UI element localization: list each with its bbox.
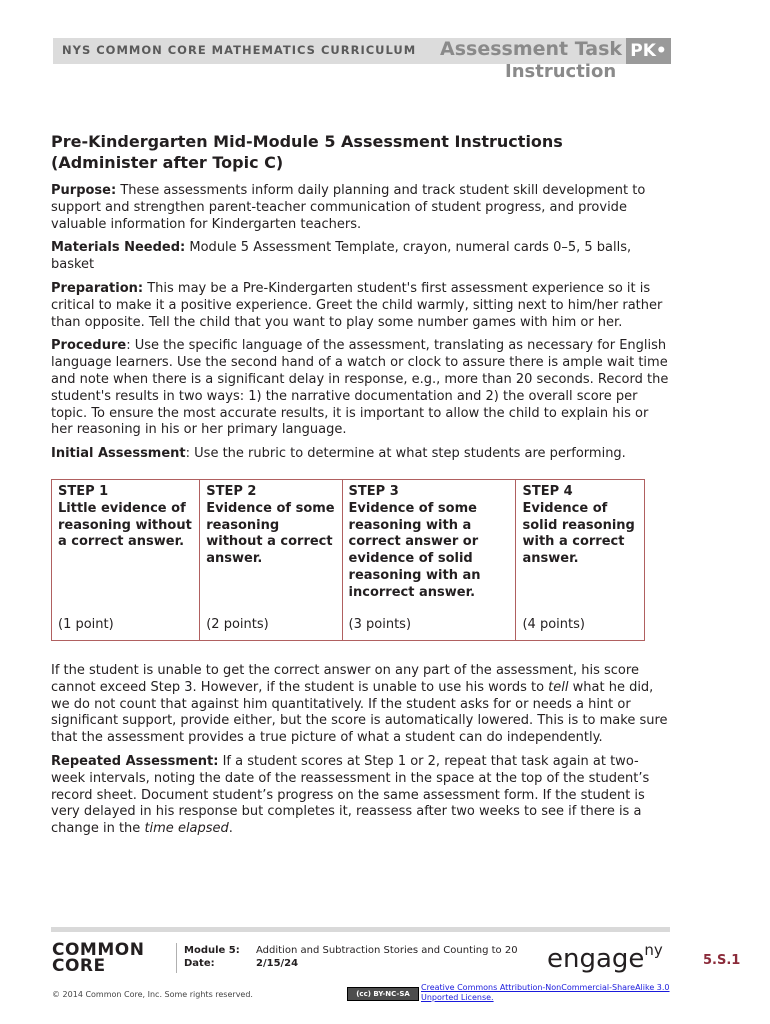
document-body [51,131,671,845]
purpose-paragraph [51,183,671,233]
engage-ny-logo [547,941,663,974]
step-2-points: (2 points) [206,617,269,633]
module-label: Module 5: [184,945,240,956]
step-4-title: STEP 4 [522,483,573,499]
procedure-text: : Use the specific language of the assessment, translating as necessary for English language learners. Use the second hand of a watch or clock to assure there is ample wait time and note when there is a significant delay in response, e.g., more than 20 seconds. Record the student's results in two ways: 1) the narrative documentation and 2) the overall score per topic. To ensure the most accurate results, it is important to allow the child to explain his or her reasoning in his or her primary language. [51,338,669,438]
step-4-points: (4 points) [522,617,585,633]
copyright-text: © 2014 Common Core, Inc. Some rights reserved. [52,990,253,999]
step-1-description: Little evidence of reasoning without a correct answer. [58,500,192,550]
scoring-note-paragraph [51,663,671,747]
repeated-assessment-paragraph [51,754,671,838]
rubric-cell-step-1 [52,479,200,640]
step-2-title: STEP 2 [206,483,257,499]
step-4-description: Evidence of solid reasoning with a correct answer. [522,500,635,567]
curriculum-label: NYS COMMON CORE MATHEMATICS CURRICULUM [62,43,417,57]
materials-paragraph [51,240,671,274]
rubric-table [51,479,645,641]
repeated-end: . [228,821,233,837]
initial-assessment-paragraph [51,446,671,463]
logo-line-1: COMMON [52,940,145,960]
repeated-label: Repeated Assessment: [51,753,219,769]
module-meta [184,944,518,970]
footer-divider [176,943,177,973]
scoring-note-text-1: If the student is unable to get the correct answer on any part of the assessment, his score cannot exceed Step 3. However, if the student is unable to use his words to [51,662,639,695]
rubric-cell-step-3 [342,479,516,640]
logo-line-2: CORE [52,956,106,976]
title-line-2: (Administer after Topic C) [51,153,284,172]
step-3-description: Evidence of some reasoning with a correct answer or evidence of solid reasoning with an incorrect answer. [348,500,481,600]
grade-badge: PK• [626,38,671,64]
engage-text: engage [547,944,645,974]
common-core-logo [52,942,144,974]
rubric-cell-step-4 [516,479,645,640]
preparation-text: This may be a Pre-Kindergarten student's first assessment experience so it is critical to make it a positive experience. Greet the child warmly, sitting next to him/her rather than opposite. Tell the child that you want to play some number games with him or her. [51,280,663,330]
initial-label: Initial Assessment [51,446,186,462]
preparation-label: Preparation: [51,280,144,296]
materials-label: Materials Needed: [51,240,186,256]
initial-text: : Use the rubric to determine at what step students are performing. [185,446,626,462]
page-title [51,131,671,173]
repeated-text: If a student scores at Step 1 or 2, repeat that task again at two-week intervals, noting the date of the reassessment in the space at the top of the student’s record sheet. Document student’s progress on the same assessment form. If the student is very delayed in his response but completes it, reassess after two weeks to see if there is a change in the [51,753,650,837]
step-1-points: (1 point) [58,617,114,633]
procedure-paragraph [51,338,671,439]
step-1-title: STEP 1 [58,483,109,499]
engage-sup: ny [644,941,663,959]
module-row [184,944,518,957]
rubric-row [52,479,645,640]
date-label: Date: [184,958,215,969]
procedure-label: Procedure [51,338,127,354]
preparation-paragraph [51,281,671,331]
repeated-italic: time elapsed [144,821,229,837]
footer-bar [51,927,670,932]
step-3-points: (3 points) [348,617,412,633]
scoring-note-italic: tell [548,679,569,695]
materials-text: Module 5 Assessment Template, crayon, numeral cards 0–5, 5 balls, basket [51,240,632,273]
title-line-1: Pre-Kindergarten Mid-Module 5 Assessment Instructions [51,132,563,151]
date-value: 2/15/24 [256,958,299,969]
rubric-cell-step-2 [200,479,342,640]
module-value: Addition and Subtraction Stories and Counting to 20 [256,945,518,956]
step-3-title: STEP 3 [348,483,399,499]
assessment-task-label: Assessment Task [440,38,623,60]
scoring-note-text-2: what he did, we do not count that against him quantitatively. If the student asks for or needs a hint or significant support, provide either, but the score is automatically lowered. This is to make sure that the assessment provides a true picture of what a student can do independently. [51,679,668,746]
date-row [184,957,518,970]
header-subtitle: Instruction [505,61,617,82]
page-code: 5.S.1 [703,953,741,968]
cc-license-link[interactable]: Creative Commons Attribution-NonCommercial-ShareAlike 3.0 Unported License. [421,983,670,1002]
purpose-label: Purpose: [51,183,117,198]
step-2-description: Evidence of some reasoning without a correct answer. [206,500,335,567]
purpose-text: These assessments inform daily planning and track student skill development to support and strengthen parent-teacher communication of student progress, and provide valuable information for Kindergarten teachers. [51,183,646,232]
cc-license-badge[interactable]: (cc) BY-NC-SA [347,987,419,1001]
